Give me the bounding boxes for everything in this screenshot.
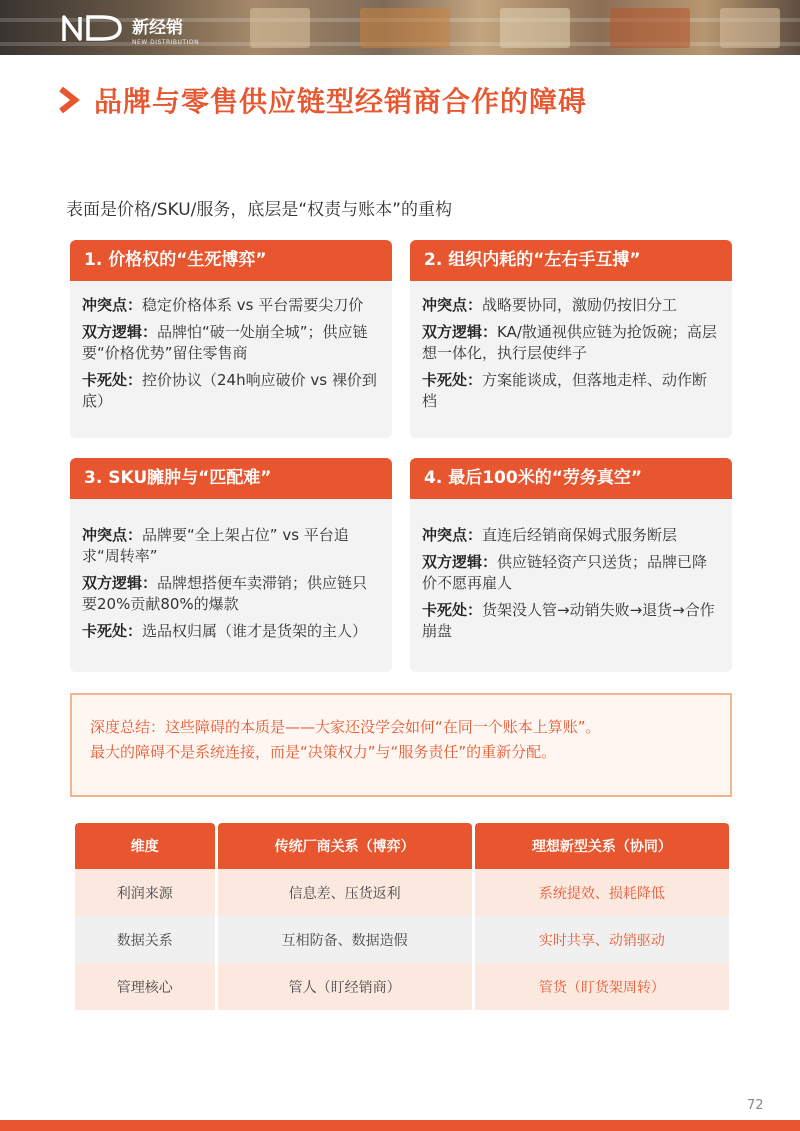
brand-name: 新经销 xyxy=(132,18,183,38)
item-text: 品牌怕“破一处崩全城”；供应链要“价格优势”留住零售商 xyxy=(82,323,368,362)
table-header-row xyxy=(75,823,729,869)
item-label: 冲突点： xyxy=(422,296,483,314)
item-label: 卡死处： xyxy=(422,601,483,619)
card-item-conflict xyxy=(82,525,382,567)
table-cell: 数据关系 xyxy=(75,916,215,963)
card-item-logic xyxy=(82,573,382,615)
summary-box xyxy=(70,693,732,797)
brand-tagline: NEW DISTRIBUTION xyxy=(132,39,200,46)
item-label: 双方逻辑： xyxy=(82,323,158,341)
chevron-right-icon xyxy=(58,87,80,113)
header-banner xyxy=(0,0,800,55)
item-label: 卡死处： xyxy=(422,371,483,389)
item-text: KA/散通视供应链为抢饭碗；高层想一体化，执行层使绊子 xyxy=(422,323,717,362)
card-title: 4. 最后100米的“劳务真空” xyxy=(410,458,732,499)
card-body xyxy=(70,499,392,658)
item-label: 双方逻辑： xyxy=(422,553,498,571)
card-item-logic xyxy=(422,552,722,594)
card-item-logic xyxy=(422,322,722,364)
page-title: 品牌与零售供应链型经销商合作的障碍 xyxy=(94,85,588,118)
card-item-deadlock xyxy=(82,370,382,412)
page-number: 72 xyxy=(747,1098,764,1113)
banner-goods-shape xyxy=(610,8,690,48)
item-label: 冲突点： xyxy=(422,526,483,544)
table-cell: 互相防备、数据造假 xyxy=(218,916,472,963)
table-cell: 信息差、压货返利 xyxy=(218,869,472,916)
card-item-deadlock xyxy=(422,600,722,642)
card-title: 3. SKU臃肿与“匹配难” xyxy=(70,458,392,499)
comparison-table xyxy=(72,823,732,1010)
item-label: 冲突点： xyxy=(82,296,143,314)
table-header-cell: 理想新型关系（协同） xyxy=(475,823,729,869)
table-cell: 管货（盯货架周转） xyxy=(475,963,729,1010)
card-body xyxy=(410,281,732,428)
card-title: 1. 价格权的“生死博弈” xyxy=(70,240,392,281)
page-title-row xyxy=(58,80,587,120)
banner-goods-shape xyxy=(500,8,570,48)
item-text: 方案能谈成，但落地走样、动作断档 xyxy=(422,371,708,410)
card-title: 2. 组织内耗的“左右手互搏” xyxy=(410,240,732,281)
item-text: 控价协议（24h响应破价 vs 裸价到底） xyxy=(82,371,377,410)
brand-logo xyxy=(62,13,200,46)
item-text: 选品权归属（谁才是货架的主人） xyxy=(142,622,368,640)
card-item-deadlock xyxy=(82,621,382,642)
table-cell: 系统提效、损耗降低 xyxy=(475,869,729,916)
card-body xyxy=(70,281,392,428)
item-label: 双方逻辑： xyxy=(82,574,158,592)
card-item-conflict xyxy=(422,295,722,316)
table-header-cell: 传统厂商关系（博弈） xyxy=(218,823,472,869)
item-text: 供应链轻资产只送货；品牌已降价不愿再雇人 xyxy=(422,553,708,592)
card-body xyxy=(410,499,732,658)
banner-goods-shape xyxy=(720,8,780,48)
page-subtitle: 表面是价格/SKU/服务，底层是“权责与账本”的重构 xyxy=(66,200,452,220)
card-item-deadlock xyxy=(422,370,722,412)
item-label: 卡死处： xyxy=(82,622,143,640)
banner-goods-shape xyxy=(250,8,310,48)
logo-mark-icon xyxy=(62,13,126,43)
table-cell: 管人（盯经销商） xyxy=(218,963,472,1010)
item-label: 卡死处： xyxy=(82,371,143,389)
card-item-conflict xyxy=(422,525,722,546)
table-row xyxy=(75,869,729,916)
table-row xyxy=(75,963,729,1010)
item-text: 稳定价格体系 vs 平台需要尖刀价 xyxy=(142,296,364,314)
obstacle-card-organization xyxy=(410,240,732,438)
table-cell: 利润来源 xyxy=(75,869,215,916)
item-text: 直连后经销商保姆式服务断层 xyxy=(482,526,678,544)
item-text: 货架没人管→动销失败→退货→合作崩盘 xyxy=(422,601,715,640)
item-text: 战略要协同，激励仍按旧分工 xyxy=(482,296,678,314)
item-label: 双方逻辑： xyxy=(422,323,498,341)
table-row xyxy=(75,916,729,963)
summary-line: 深度总结：这些障碍的本质是——大家还没学会如何“在同一个账本上算账”。 xyxy=(90,718,601,736)
item-label: 冲突点： xyxy=(82,526,143,544)
item-text: 品牌想搭便车卖滞销；供应链只要20%贡献80%的爆款 xyxy=(82,574,368,613)
card-item-conflict xyxy=(82,295,382,316)
obstacle-card-price xyxy=(70,240,392,438)
table-header-cell: 维度 xyxy=(75,823,215,869)
card-item-logic xyxy=(82,322,382,364)
obstacle-card-service xyxy=(410,458,732,672)
banner-goods-shape xyxy=(360,8,450,48)
item-text: 品牌要“全上架占位” vs 平台追求“周转率” xyxy=(82,526,349,565)
table-cell: 管理核心 xyxy=(75,963,215,1010)
summary-line: 最大的障碍不是系统连接，而是“决策权力”与“服务责任”的重新分配。 xyxy=(90,743,557,761)
footer-bar xyxy=(0,1120,800,1131)
table-cell: 实时共享、动销驱动 xyxy=(475,916,729,963)
obstacle-card-sku xyxy=(70,458,392,672)
